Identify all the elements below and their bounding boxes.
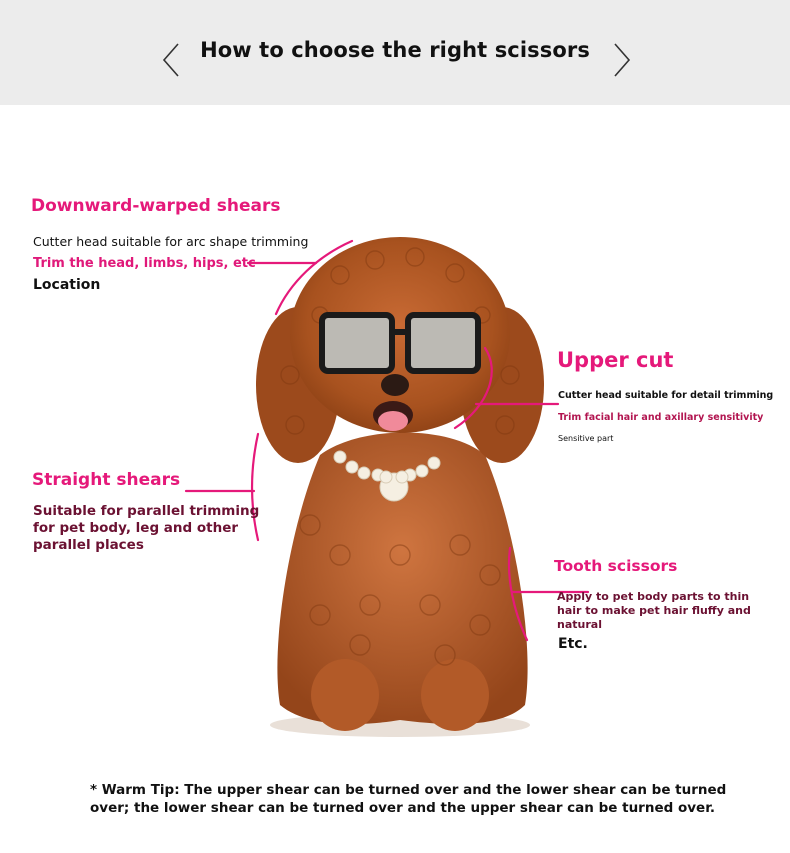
warm-tip [90,781,730,817]
dog-leg-left [311,659,379,731]
downward-line2: Trim the head, limbs, hips, etc [33,256,256,271]
downward-title: Downward-warped shears [31,196,281,216]
chevron-right-icon[interactable] [612,42,632,78]
warm-tip-line2: over; the lower shear can be turned over and the upper shear can be turned over. [90,800,716,816]
poodle-image [250,225,550,745]
tooth-line2: hair to make pet hair fluffy and [557,604,751,617]
dog-nose [381,374,409,396]
upper-title: Upper cut [557,348,674,372]
warm-tip-line1: * Warm Tip: The upper shear can be turned over and the lower shear can be turned [90,782,727,798]
upper-line2: Trim facial hair and axillary sensitivity [558,412,764,423]
tooth-title: Tooth scissors [554,557,678,575]
straight-line1: Suitable for parallel trimming [33,503,260,519]
downward-line3: Location [33,277,101,293]
dog-tongue [378,411,408,431]
downward-line1: Cutter head suitable for arc shape trimming [33,234,309,249]
page-title: How to choose the right scissors [200,38,590,62]
upper-line3: Sensitive part [558,434,614,443]
straight-line3: parallel places [33,537,144,553]
straight-title: Straight shears [32,470,181,490]
tooth-line3: natural [557,618,602,631]
upper-line1: Cutter head suitable for detail trimming [558,390,774,401]
tooth-line1: Apply to pet body parts to thin [557,590,750,603]
tooth-line4: Etc. [558,636,588,652]
dog-leg-right [421,659,489,731]
header-bar [0,0,790,105]
straight-line2: for pet body, leg and other [33,520,239,536]
